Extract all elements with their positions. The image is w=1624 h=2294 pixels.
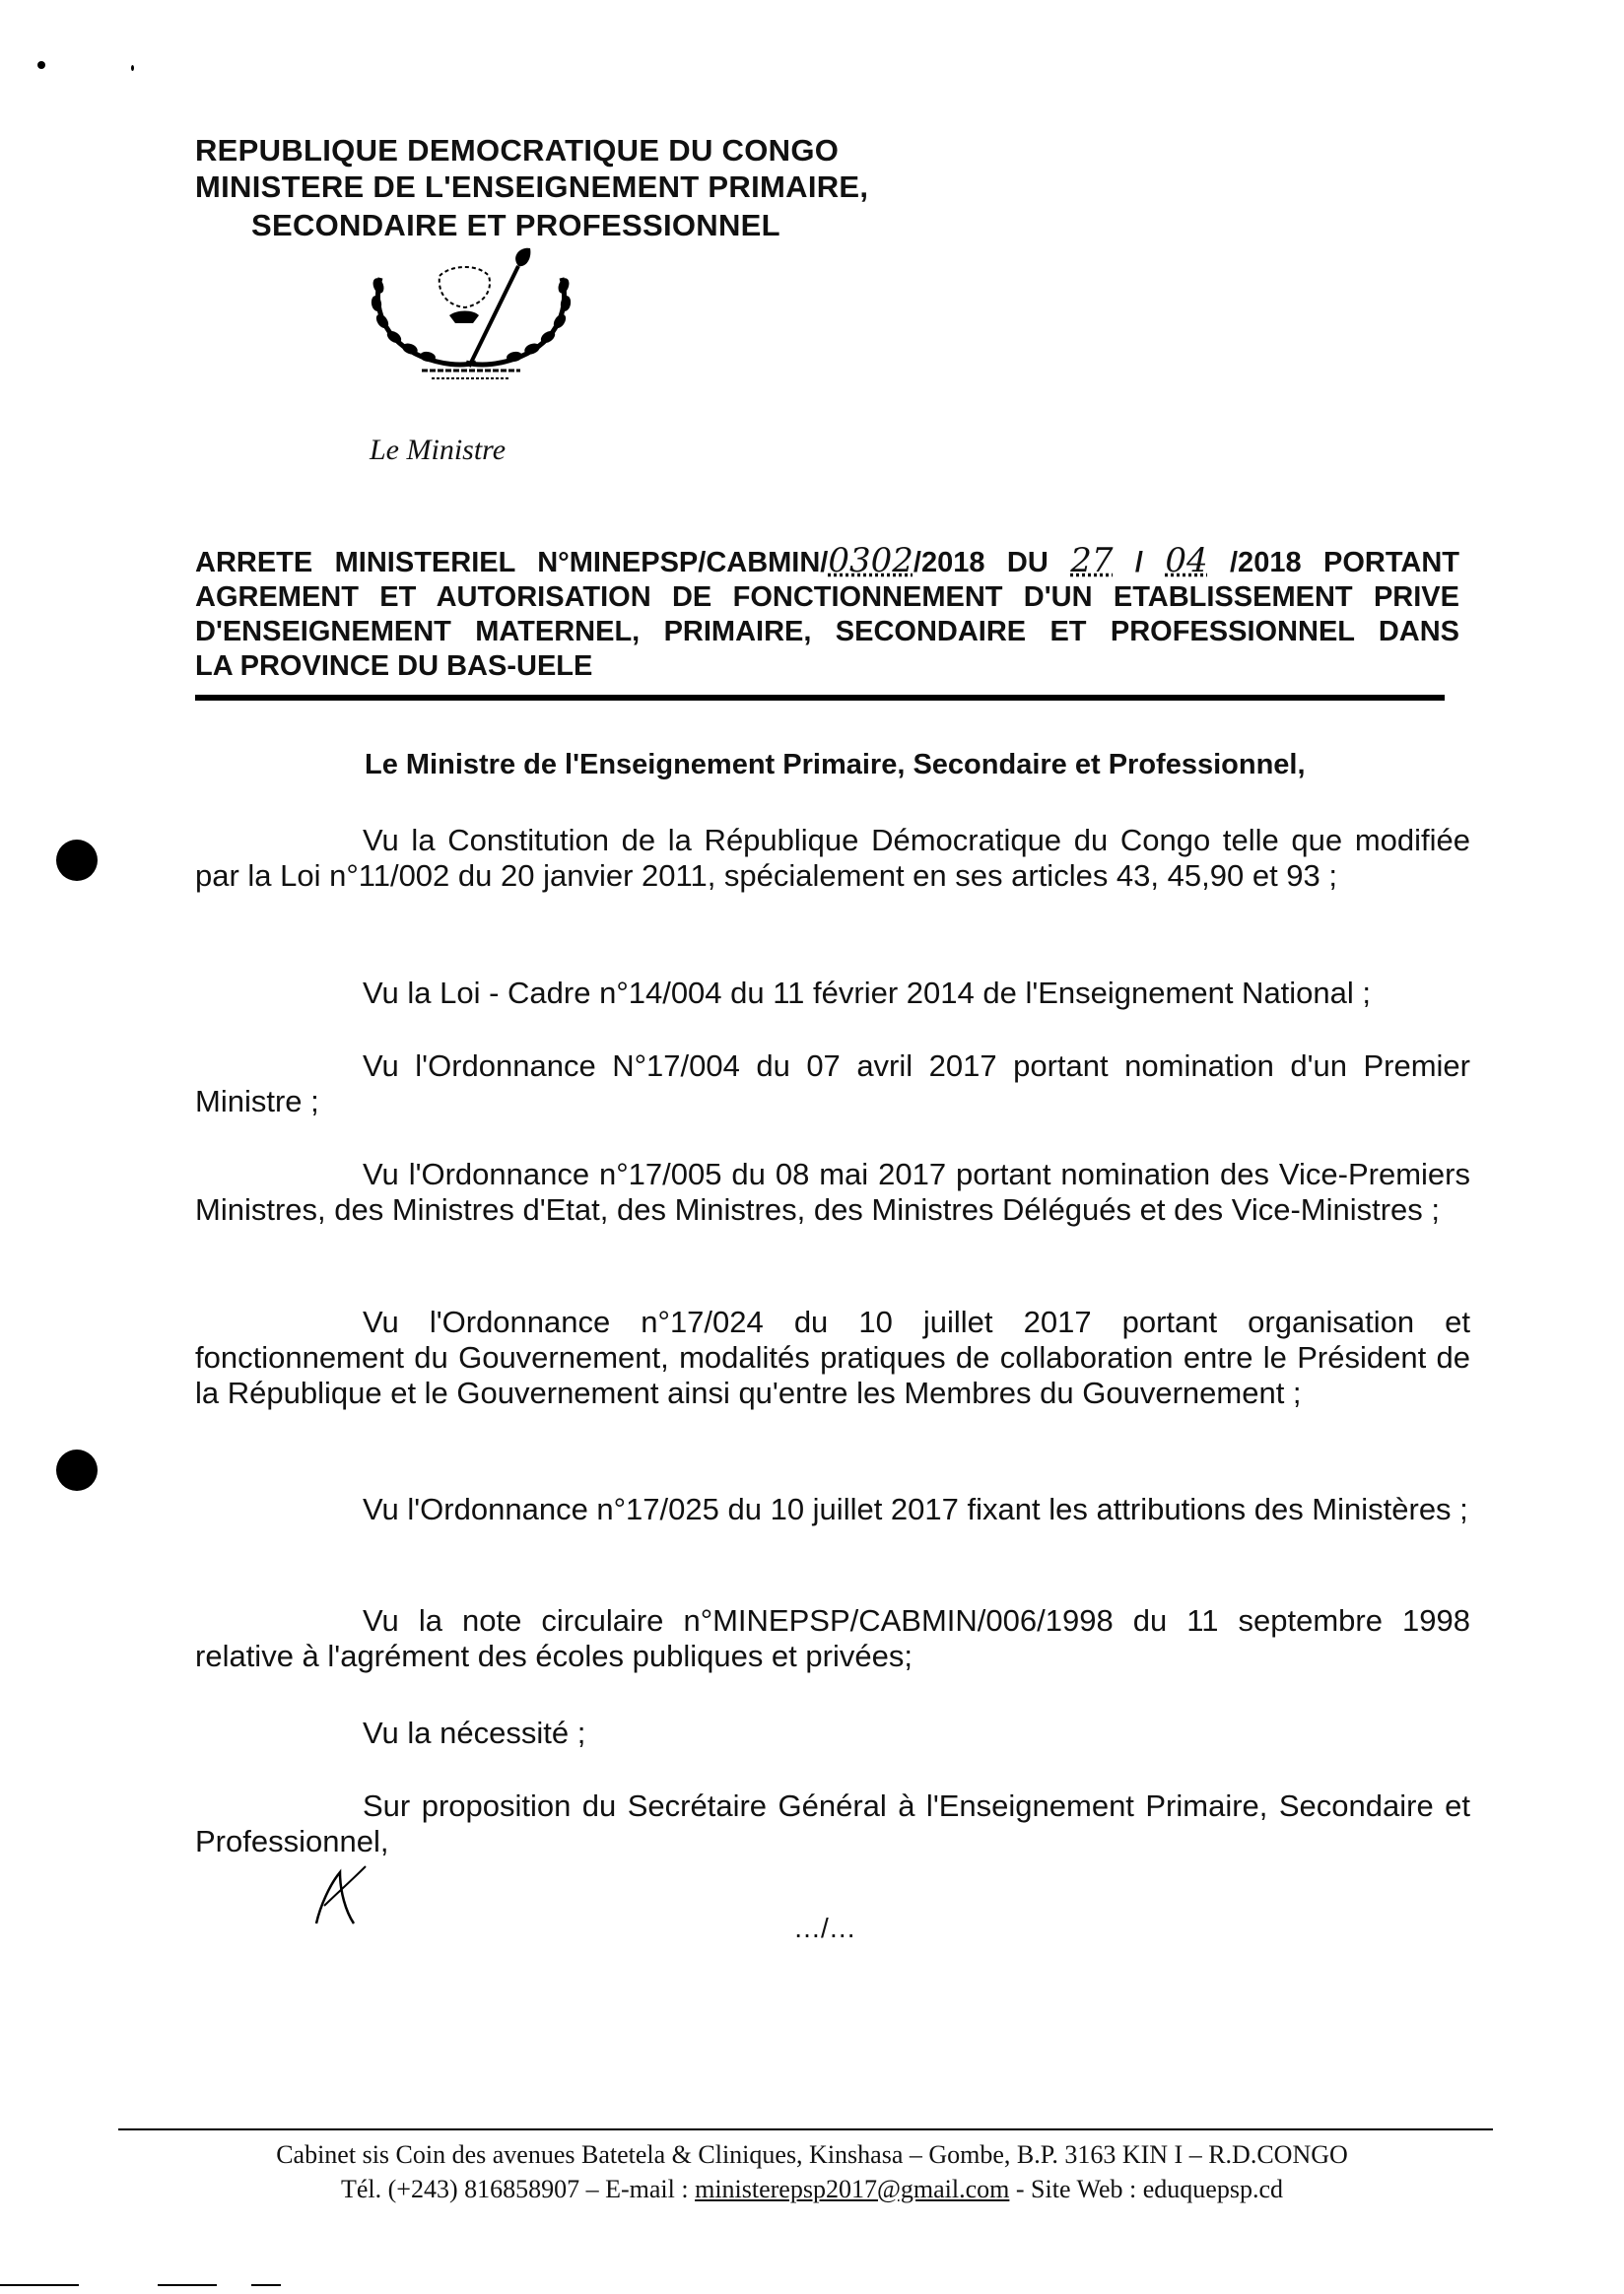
ministry-name-line2: SECONDAIRE ET PROFESSIONNEL xyxy=(251,208,780,242)
consideration-text: Vu l'Ordonnance N°17/004 du 07 avril 2017 portant nomination d'un Premier Ministre ; xyxy=(195,1048,1470,1118)
decree-title-line1-suffix: /2018 PORTANT xyxy=(1207,547,1459,578)
handwritten-initials xyxy=(310,1862,370,1931)
scan-edge-mark xyxy=(0,2284,79,2286)
footer-phone: Tél. (+243) 816858907 – E-mail : xyxy=(340,2175,696,2203)
country-name: REPUBLIQUE DEMOCRATIQUE DU CONGO xyxy=(195,133,840,168)
handwritten-decree-number: 0302 xyxy=(828,541,914,580)
minister-intro: Le Ministre de l'Enseignement Primaire, Secondaire et Professionnel, xyxy=(365,749,1306,780)
consideration-paragraph xyxy=(195,1048,1470,1119)
decree-number-prefix: ARRETE MINISTERIEL N°MINEPSP/CABMIN/ xyxy=(195,547,829,578)
scan-edge-mark xyxy=(251,2284,281,2286)
consideration-paragraph xyxy=(195,1305,1470,1411)
handwritten-day: 27 xyxy=(1070,541,1114,580)
consideration-text: Vu l'Ordonnance n°17/005 du 08 mai 2017 portant nomination des Vice-Premiers Ministres, des Ministres d'Etat, des Ministres, des Ministres Délégués et des Vice-Ministres ; xyxy=(195,1157,1470,1227)
decree-title xyxy=(195,541,1459,684)
decree-date-prefix: /2018 DU xyxy=(913,547,1071,578)
footer-email-link[interactable]: ministerepsp2017@gmail.com xyxy=(695,2175,1010,2203)
page-continuation-mark: …/… xyxy=(793,1913,856,1943)
handwritten-month: 04 xyxy=(1165,541,1208,580)
ministry-name-line1: MINISTERE DE L'ENSEIGNEMENT PRIMAIRE, xyxy=(195,169,869,204)
title-underline-rule xyxy=(195,695,1445,701)
decree-title-line1 xyxy=(195,541,1459,580)
footer-website: - Site Web : eduquepsp.cd xyxy=(1009,2175,1283,2203)
scan-edge-mark xyxy=(158,2284,217,2286)
consideration-text: Sur proposition du Secrétaire Général à l'Enseignement Primaire, Secondaire et Professionnel, xyxy=(195,1788,1470,1858)
consideration-text: Vu la Constitution de la République Démocratique du Congo telle que modifiée par la Loi n°11/002 du 20 janvier 2011, spécialement en ses articles 43, 45,90 et 93 ; xyxy=(195,823,1470,893)
consideration-paragraph xyxy=(195,1492,1470,1527)
scan-speck xyxy=(37,61,45,69)
decree-title-line2: AGREMENT ET AUTORISATION DE FONCTIONNEMENT D'UN ETABLISSEMENT PRIVE xyxy=(195,581,1459,613)
consideration-text: Vu la nécessité ; xyxy=(363,1716,586,1750)
consideration-paragraph xyxy=(195,1788,1470,1859)
footer-contact xyxy=(0,2175,1624,2204)
footer-rule xyxy=(118,2128,1493,2130)
consideration-text: Vu l'Ordonnance n°17/024 du 10 juillet 2017 portant organisation et fonctionnement du Gouvernement, modalités pratiques de collaboration entre le Président de la République et le Gouvernement ainsi qu'entre les Membres du Gouvernement ; xyxy=(195,1305,1470,1410)
decree-title-line3: D'ENSEIGNEMENT MATERNEL, PRIMAIRE, SECONDAIRE ET PROFESSIONNEL DANS xyxy=(195,616,1459,647)
consideration-text: Vu la note circulaire n°MINEPSP/CABMIN/006/1998 du 11 septembre 1998 relative à l'agrément des écoles publiques et privées; xyxy=(195,1603,1470,1673)
consideration-paragraph xyxy=(195,823,1470,894)
date-separator: / xyxy=(1113,547,1166,578)
signatory-label: Le Ministre xyxy=(370,434,507,466)
punch-hole-bottom xyxy=(56,1450,98,1491)
consideration-paragraph xyxy=(195,1716,1470,1751)
consideration-text: Vu la Loi - Cadre n°14/004 du 11 février 2014 de l'Enseignement National ; xyxy=(363,976,1372,1010)
consideration-paragraph xyxy=(195,1157,1470,1228)
footer-address: Cabinet sis Coin des avenues Batetela & Cliniques, Kinshasa – Gombe, B.P. 3163 KIN I – R.D.CONGO xyxy=(276,2140,1348,2169)
consideration-paragraph xyxy=(195,976,1470,1011)
coat-of-arms-emblem xyxy=(363,246,579,384)
scan-speck xyxy=(131,65,134,71)
consideration-paragraph xyxy=(195,1603,1470,1674)
consideration-text: Vu l'Ordonnance n°17/025 du 10 juillet 2017 fixant les attributions des Ministères ; xyxy=(363,1492,1468,1526)
punch-hole-top xyxy=(56,840,98,881)
decree-title-line4: LA PROVINCE DU BAS-UELE xyxy=(195,650,593,682)
